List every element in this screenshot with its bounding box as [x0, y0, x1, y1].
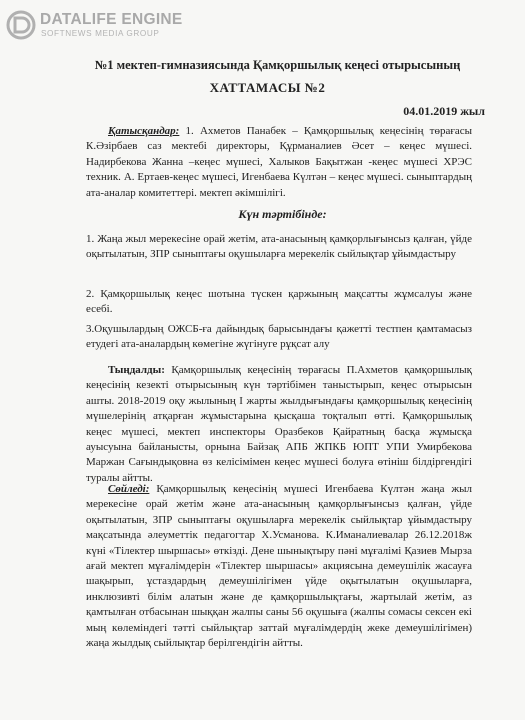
watermark	[6, 8, 236, 48]
watermark-subtitle: SOFTNEWS MEDIA GROUP	[41, 29, 160, 38]
agenda-item-1: 1. Жаңа жыл мерекесіне орай жетім, ата-анасының қамқорлығынсыз қалған, үйде оқытылатын, ЗПР сыныптағы оқушыларға мерекелік сыйлықтар ұйымдастыру	[86, 233, 472, 261]
document-title: №1 мектеп-гимназиясында Қамқоршылық кеңесі отырысының	[94, 58, 461, 72]
spoke-paragraph	[86, 482, 472, 651]
agenda-item-3: 3.Оқушылардың ОЖСБ-ға дайындық барысындағы қажетті тестпен қамтамасыз етудегі ата-аналардың көмегіне жүгінуге рұқсат алу	[86, 323, 472, 351]
listened-paragraph	[86, 363, 472, 486]
watermark-title: DATALIFE ENGINE	[40, 11, 183, 28]
attendees-label: Қатысқандар:	[108, 125, 180, 137]
agenda-item-2: 2. Қамқоршылық кеңес шотына түскен қаржының мақсатты жұмсалуы және есебі.	[86, 288, 472, 316]
listened-label: Тыңдалды:	[108, 364, 165, 376]
document-subtitle: ХАТТАМАСЫ №2	[209, 80, 326, 95]
datalife-circle-logo-icon	[6, 10, 36, 40]
spoke-text: Қамқоршылық кеңесінің мүшесі Игенбаева Күлтән жаңа жыл мерекесіне орай жетім және ата-анасының қамқорлығынсыз қалған, үйде оқытылатын, ЗПР сыныптағы оқушыларға мерекелік сыйлықтар ұйымдастыру мақсатында әлеуметтік педагогтар Х.Усманова. К.Иманалиевалар 26.12.2018ж күні «Тілектер шыршасы» өткізді. Дене шынықтыру пәні мұғалімі Қазиев Мырза ағай мектеп мұғалімдерін «Тілектер шыршасы» акциясына демеушілік жасауға шақырып, ұстаздардың демеушілігімен үйде оқытылатын оқушыларға, инклюзивті білім алатын және де қамқоршылықтағы, жартылай жетім, аз қамтылған отбасынан шыққан жалпы саны 56 оқушыға (жалпы сомасы сексен екі мың көлеміндегі тәтті сыйлықтар заттай мұғалімдердің жеке демеушілігімен) жаңа жылдық сыйлықтар берілгендігін айтты.	[86, 483, 473, 650]
listened-text: Қамқоршылық кеңесінің төрағасы П.Ахметов қамқоршылық кеңесінің кезекті отырысының күн тәртібімен таныстырып, кеңес отырысын ашты. 2018-2019 оқу жылының І жарты жылдығындағы қамқоршылық кеңесінің мүшелерінің атқарған жұмыстарына қысқаша тоқталып өтті. Қамқоршылық кеңес мүшесі, мектеп инспекторы Оразбеков Қайратның басқа жұмысқа ауысуына байланысты, орнына Байзақ АПБ ЖПКБ ЮПТ УПИ Умирбекова Маржан Сағындықовна өз келісімімен кеңес мүшесі болуға өтініш білдіргендігі туралы айтты.	[86, 364, 473, 484]
document-date: 04.01.2019 жыл	[403, 104, 485, 118]
attendees-paragraph	[86, 124, 472, 201]
agenda-heading: Күн тәртібінде:	[238, 207, 327, 221]
attendees-text: 1. Ахметов Панабек – Қамқоршылық кеңесінің төрағасы К.Әзірбаев саз мектебі директоры, Құрманалиев Әсет – кеңес мүшесі. Надирбекова Жанна –кеңес мүшесі, Халыков Бақытжан -кеңес мүшесі ХРЭС техник. А. Ертаев-кеңес мүшесі, Игенбаева Күлтән – кеңес мүшесі. сыныптардың ата-аналар комитеттері. мектеп әкімшілігі.	[86, 125, 472, 199]
spoke-label: Сөйледі:	[108, 483, 150, 495]
